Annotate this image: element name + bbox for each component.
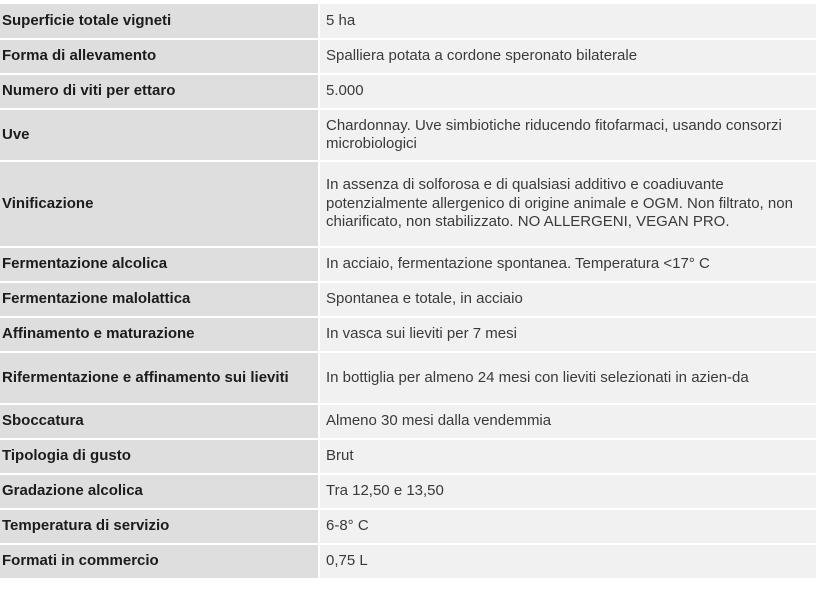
row-value: Spalliera potata a cordone speronato bilaterale [319,39,816,74]
table-row [0,161,816,247]
table-row [0,509,816,544]
row-label: Uve [0,109,319,161]
row-label: Tipologia di gusto [0,439,319,474]
table-row [0,439,816,474]
table-row [0,4,816,39]
row-value: Brut [319,439,816,474]
row-value: 5 ha [319,4,816,39]
row-value: Almeno 30 mesi dalla vendemmia [319,404,816,439]
row-label: Numero di viti per ettaro [0,74,319,109]
row-value: Tra 12,50 e 13,50 [319,474,816,509]
table-row [0,282,816,317]
row-value: 0,75 L [319,544,816,579]
row-label: Rifermentazione e affinamento sui lieviti [0,352,319,404]
row-label: Affinamento e maturazione [0,317,319,352]
row-value: Spontanea e totale, in acciaio [319,282,816,317]
table-row [0,404,816,439]
table-row [0,74,816,109]
row-value: Chardonnay. Uve simbiotiche riducendo fitofarmaci, usando consorzi microbiologici [319,109,816,161]
row-value: In bottiglia per almeno 24 mesi con lieviti selezionati in azien-da [319,352,816,404]
row-label: Vinificazione [0,161,319,247]
table-row [0,544,816,579]
row-value: 5.000 [319,74,816,109]
row-label: Sboccatura [0,404,319,439]
row-label: Fermentazione malolattica [0,282,319,317]
row-value: 6-8° C [319,509,816,544]
row-label: Formati in commercio [0,544,319,579]
table-row [0,39,816,74]
row-label: Forma di allevamento [0,39,319,74]
row-label: Temperatura di servizio [0,509,319,544]
wine-spec-table [0,4,816,580]
row-label: Superficie totale vigneti [0,4,319,39]
table-row [0,247,816,282]
row-label: Gradazione alcolica [0,474,319,509]
table-row [0,352,816,404]
row-value: In vasca sui lieviti per 7 mesi [319,317,816,352]
row-value: In assenza di solforosa e di qualsiasi additivo e coadiuvante potenzialmente allergenico di origine animale e OGM. Non filtrato, non chiarificato, non stabilizzato. NO ALLERGENI, VEGAN PRO. [319,161,816,247]
table-row [0,109,816,161]
table-row [0,317,816,352]
row-label: Fermentazione alcolica [0,247,319,282]
table-row [0,474,816,509]
row-value: In acciaio, fermentazione spontanea. Temperatura <17° C [319,247,816,282]
